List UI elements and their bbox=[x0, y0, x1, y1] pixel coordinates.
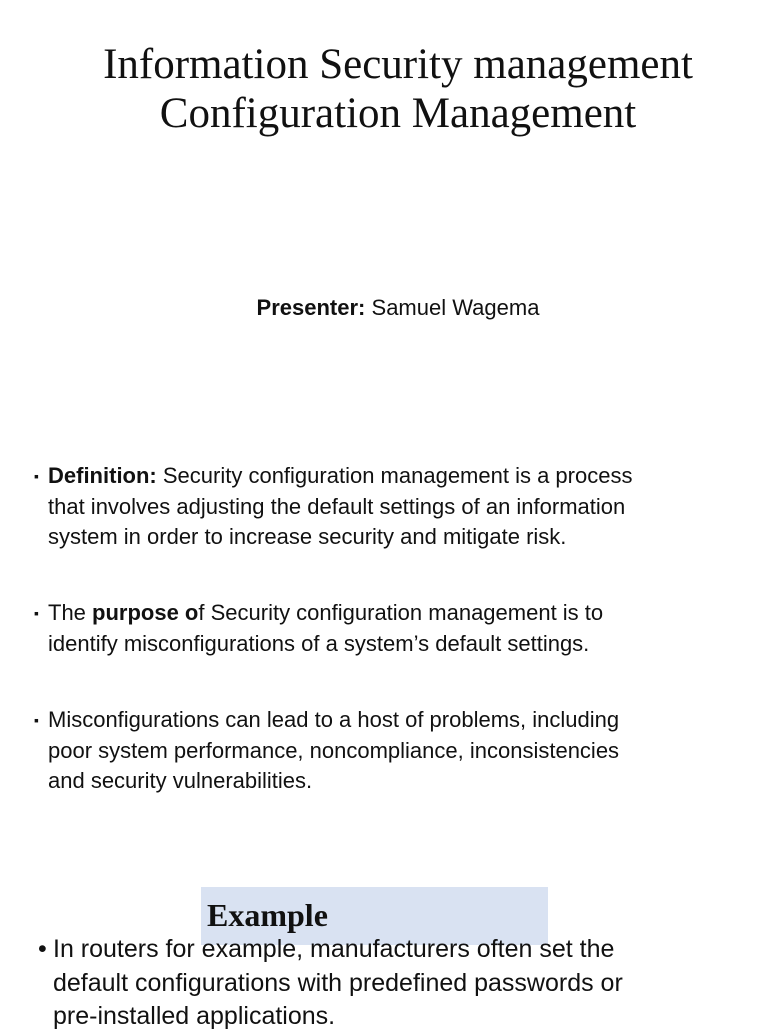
title-line-2: Configuration Management bbox=[159, 90, 637, 137]
bullet-text: f Security configuration management is to bbox=[198, 600, 604, 625]
bullet-line bbox=[48, 598, 754, 629]
purpose-label: purpose o bbox=[92, 600, 199, 625]
bullet-line: and security vulnerabilities. bbox=[48, 768, 313, 793]
definition-bullet bbox=[34, 461, 754, 553]
bullet-line: Misconfigurations can lead to a host of problems, including bbox=[48, 707, 620, 732]
example-heading: Example bbox=[207, 897, 328, 933]
misconfigurations-bullet bbox=[34, 705, 754, 797]
bullet-line: system in order to increase security and mitigate risk. bbox=[48, 524, 567, 549]
presenter-line bbox=[0, 293, 768, 323]
slide-title bbox=[0, 40, 768, 138]
bullet-line: default configurations with predefined passwords or bbox=[53, 968, 623, 997]
bullet-text: Security configuration management is a process bbox=[156, 463, 633, 488]
bullet-marker: • bbox=[38, 935, 47, 963]
bullet-marker: ▪ bbox=[34, 712, 39, 728]
bullet-line: In routers for example, manufacturers often set the bbox=[53, 935, 615, 963]
bullet-line: that involves adjusting the default settings of an information bbox=[48, 493, 626, 519]
presenter-label: Presenter: bbox=[256, 295, 366, 320]
purpose-bullet bbox=[34, 598, 754, 659]
title-line-1: Information Security management bbox=[103, 41, 693, 88]
presenter-name: Samuel Wagema bbox=[371, 295, 540, 320]
example-bullet bbox=[38, 933, 758, 1034]
bullet-line: identify misconfigurations of a system’s default settings. bbox=[48, 630, 590, 656]
bullet-line: pre-installed applications. bbox=[53, 1002, 336, 1030]
bullet-line bbox=[48, 461, 754, 492]
bullet-marker: ▪ bbox=[34, 605, 39, 621]
bullet-text: The bbox=[48, 600, 93, 625]
bullet-marker: ▪ bbox=[34, 468, 39, 484]
definition-label: Definition: bbox=[48, 463, 157, 488]
bullet-line: poor system performance, noncompliance, inconsistencies bbox=[48, 737, 620, 763]
